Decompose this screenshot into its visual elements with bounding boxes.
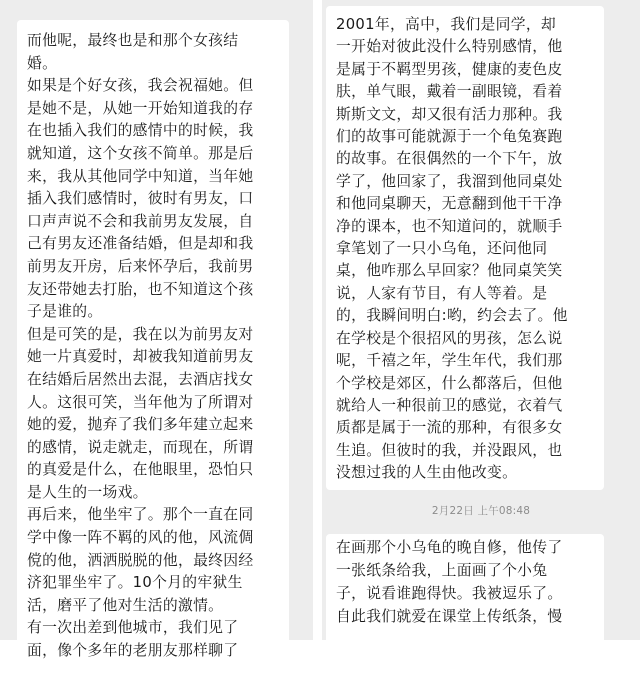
message-text-line: 一开始对彼此没什么特别感情，他 bbox=[336, 38, 563, 56]
message-text-line: 呢，千禧之年，学生年代，我们那 bbox=[336, 352, 563, 370]
message-text-line: 桌，他咋那么早回家？他同桌笑笑 bbox=[336, 262, 563, 280]
message-text-line: 是人生的一场戏。 bbox=[27, 483, 148, 501]
message-text-line: 子是谁的。 bbox=[27, 303, 103, 321]
message-text-line: 学中像一阵不羁的风的他，风流倜 bbox=[27, 529, 254, 547]
message-text-line: 的真爱是什么，在他眼里，恐怕只 bbox=[27, 461, 254, 479]
message-text-line: 是她不是，从她一开始知道我的存 bbox=[27, 99, 254, 117]
message-text-line: 面，像个多年的老朋友那样聊了 bbox=[27, 642, 239, 660]
message-text-line: 没想过我的人生由他改变。 bbox=[336, 464, 518, 482]
message-text-line: 在也插入我们的感情中的时候，我 bbox=[27, 122, 254, 140]
message-text-line: 一张纸条给我，上面画了个小兔 bbox=[336, 562, 548, 579]
message-text-line: 生追。但彼时的我，并没跟风，也 bbox=[336, 441, 563, 459]
message-text-line: 们的故事可能就源于一个龟兔赛跑 bbox=[336, 128, 563, 146]
message-text-line: 就给人一种很前卫的感觉，衣着气 bbox=[336, 396, 563, 414]
message-text-line: 说，人家有节目，有人等着。是 bbox=[336, 284, 548, 302]
message-text-line: 她的爱，抛弃了我们多年建立起来 bbox=[27, 416, 254, 434]
message-text-line: 济犯罪坐牢了。10个月的牢狱生 bbox=[27, 574, 243, 592]
message-text-line: 斯斯文文，却又很有活力那种。我 bbox=[336, 105, 563, 123]
message-text-line: 的，我瞬间明白:哟，约会去了。他 bbox=[336, 307, 568, 325]
message-text-line: 有一次出差到他城市，我们见了 bbox=[27, 619, 239, 637]
message-text-line: 2001年，高中，我们是同学，却 bbox=[336, 16, 557, 33]
message-bubble bbox=[326, 534, 604, 674]
message-text-line: 而他呢，最终也是和那个女孩结 bbox=[27, 32, 239, 49]
message-text-line: 自此我们就爱在课堂上传纸条，慢 bbox=[336, 608, 563, 625]
message-bubble bbox=[326, 6, 604, 490]
message-text-line: 净的课本，也不知道问的，就顺手 bbox=[336, 217, 563, 235]
message-text-line: 在画那个小乌龟的晚自修，他传了 bbox=[336, 539, 563, 556]
left-screenshot-panel bbox=[0, 0, 313, 660]
message-text-line: 在学校是个很招风的男孩，怎么说 bbox=[336, 329, 563, 347]
right-screenshot-panel bbox=[322, 0, 640, 640]
message-text-line: 学了，他回家了，我溜到他同桌处 bbox=[336, 172, 563, 190]
message-text-line: 如果是个好女孩，我会祝福她。但 bbox=[27, 77, 254, 95]
message-text-line: 和他同桌聊天，无意翻到他干干净 bbox=[336, 195, 563, 213]
message-text-line: 个学校是郊区，什么都落后，但他 bbox=[336, 374, 563, 392]
message-text-line: 前男友开房，后来怀孕后，我前男 bbox=[27, 257, 254, 275]
message-text-line: 再后来，他坐牢了。那个一直在同 bbox=[27, 506, 254, 524]
message-text-line: 但是可笑的是，我在以为前男友对 bbox=[27, 325, 254, 343]
message-text-line: 口声声说不会和我前男友发展，自 bbox=[27, 212, 254, 230]
message-text-line: 活，磨平了他对生活的激情。 bbox=[27, 596, 224, 614]
message-text-line: 在结婚后居然出去混，去酒店找女 bbox=[27, 370, 254, 388]
message-text-line: 质都是属于一流的那种，有很多女 bbox=[336, 419, 563, 437]
message-text-line: 来，我从其他同学中知道，当年她 bbox=[27, 167, 254, 185]
message-text-line: 己有男友还准备结婚，但是却和我 bbox=[27, 235, 254, 253]
message-text-line: 的故事。在很偶然的一个下午，放 bbox=[336, 150, 563, 168]
message-text-line: 友还带她去打胎，也不知道这个孩 bbox=[27, 280, 254, 298]
message-text-line: 子，说看谁跑得快。我被逗乐了。 bbox=[336, 585, 563, 602]
message-text-line: 她一片真爱时，却被我知道前男友 bbox=[27, 348, 254, 366]
message-text-line: 傥的他，洒洒脱脱的他，最终因经 bbox=[27, 551, 254, 569]
message-text-line: 就知道，这个女孩不简单。那是后 bbox=[27, 144, 254, 162]
message-text-line: 的感情，说走就走，而现在，所谓 bbox=[27, 438, 254, 456]
message-text-line: 是属于不羁型男孩，健康的麦色皮 bbox=[336, 60, 563, 78]
message-timestamp: 2月22日 上午08:48 bbox=[431, 505, 531, 517]
message-text-line: 拿笔划了一只小乌龟，还问他同 bbox=[336, 240, 548, 258]
message-bubble bbox=[17, 20, 289, 660]
message-text-line: 婚。 bbox=[27, 54, 58, 72]
message-text-line: 插入我们感情时，彼时有男友，口 bbox=[27, 190, 254, 208]
message-text-line: 肤，单气眼，戴着一副眼镜，看着 bbox=[336, 83, 563, 101]
message-text-line: 人。这很可笑，当年他为了所谓对 bbox=[27, 393, 254, 411]
